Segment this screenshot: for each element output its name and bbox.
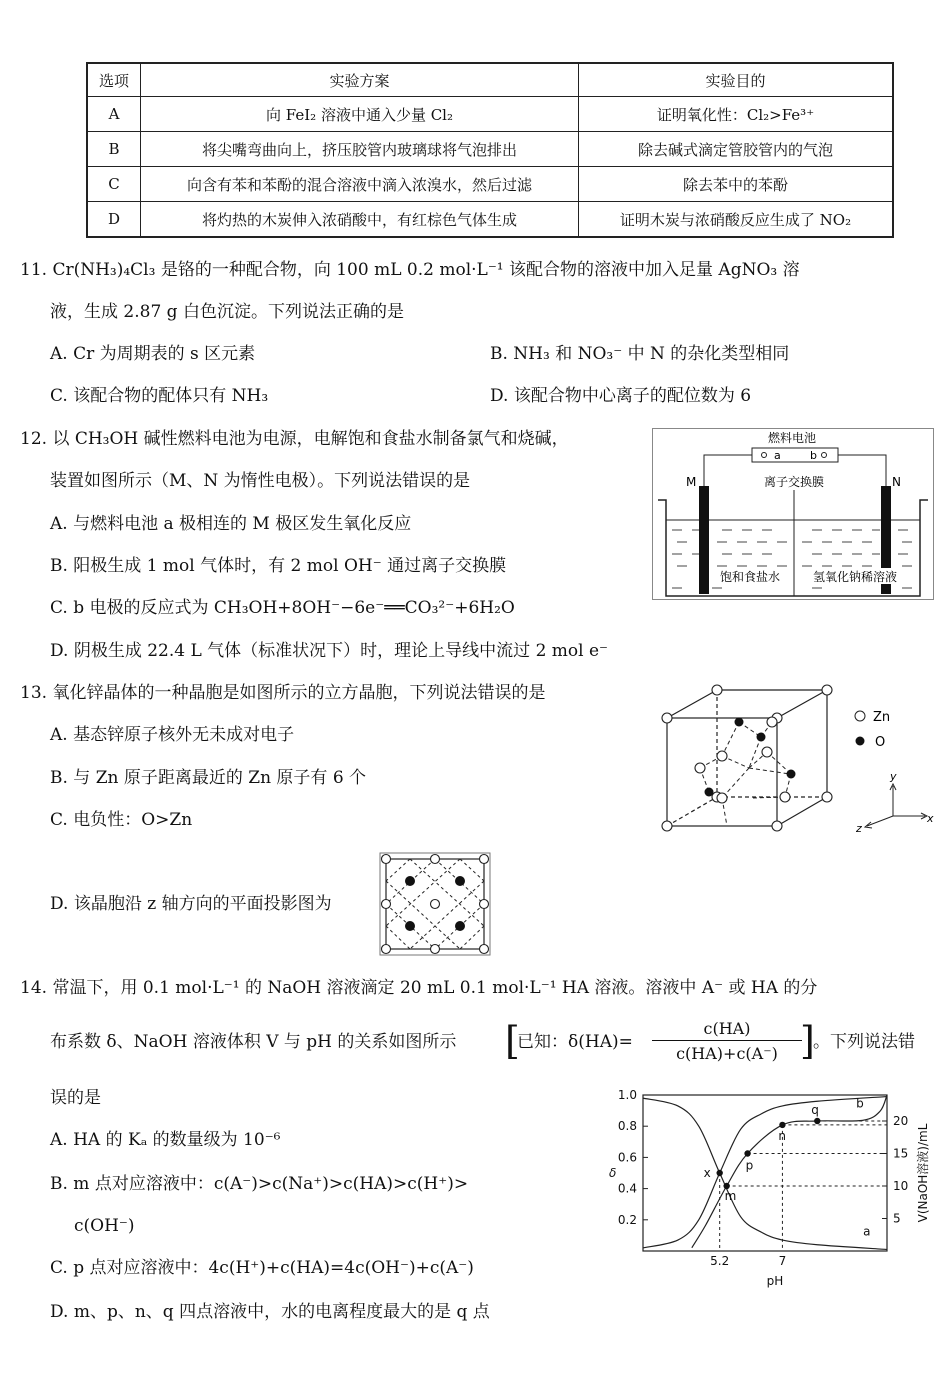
q12-option-c: C. b 电极的反应式为 CH₃OH+8OH⁻−6e⁻══CO₃²⁻+6H₂O (50, 598, 515, 618)
table-row (87, 202, 893, 238)
left-bracket: [ (505, 1019, 520, 1063)
table-row (87, 167, 893, 202)
electrode-n-label: N (892, 475, 901, 489)
table-header-cell: 实验目的 (579, 63, 894, 97)
electrode-m-label: M (686, 475, 697, 489)
point-label-q: q (811, 1103, 819, 1117)
q12-option-b: B. 阳极生成 1 mol 气体时，有 2 mol OH⁻ 通过离子交换膜 (50, 556, 507, 576)
q13-option-d: D. 该晶胞沿 z 轴方向的平面投影图为 (50, 894, 332, 914)
plot-area (643, 1095, 887, 1251)
y-tick-label: 0.2 (617, 1212, 637, 1227)
x-axis-label: x (927, 812, 934, 825)
axes-icon (865, 784, 927, 828)
table-cell: A (87, 97, 141, 132)
electrode-m (699, 486, 709, 594)
q11-option-d: D. 该配合物中心离子的配位数为 6 (490, 386, 752, 406)
q14-option-a: A. HA 的 Kₐ 的数量级为 10⁻⁶ (50, 1130, 281, 1150)
y2-tick-label: 10 (893, 1179, 909, 1193)
point-p (744, 1150, 750, 1156)
q14-option-b-line1: B. m 点对应溶液中：c(A⁻)>c(Na⁺)>c(HA)>c(H⁺)> (50, 1174, 469, 1194)
electrode-b-label: b (810, 449, 817, 462)
chart-series (643, 1096, 887, 1249)
q12-stem-line2: 装置如图所示（M、N 为惰性电极）。下列说法错误的是 (50, 471, 471, 491)
zn-legend-icon (855, 711, 865, 721)
q14-stem-line3: 误的是 (50, 1088, 101, 1108)
table-cell: 向 FeI₂ 溶液中通入少量 Cl₂ (141, 97, 579, 132)
y2-tick-label: 20 (893, 1114, 909, 1128)
point-label-p: p (745, 1158, 754, 1173)
q14-option-c: C. p 点对应溶液中：4c(H⁺)+c(HA)=4c(OH⁻)+c(A⁻) (50, 1258, 474, 1278)
table-cell: 向含有苯和苯酚的混合溶液中滴入浓溴水，然后过滤 (141, 167, 579, 202)
y2-tick-label: 15 (893, 1146, 909, 1161)
q13-stem-line1: 13. 氧化锌晶体的一种晶胞是如图所示的立方晶胞，下列说法错误的是 (20, 683, 546, 703)
q13-option-b: B. 与 Zn 原子距离最近的 Zn 原子有 6 个 (50, 768, 367, 788)
y-axis-title: δ (609, 1166, 617, 1180)
electrolysis-diagram (652, 428, 934, 600)
q13-option-c: C. 电负性：O>Zn (50, 810, 193, 830)
point-n (779, 1122, 785, 1128)
series-line-b (643, 1097, 887, 1248)
q14-stem-line2b: 。下列说法错 (813, 1032, 915, 1052)
chart-ticks (609, 1088, 930, 1288)
titration-chart (595, 1085, 940, 1295)
given-numerator: c(HA) (652, 1018, 802, 1041)
table-cell: 除去苯中的苯酚 (579, 167, 894, 202)
zn-legend-label: Zn (873, 710, 891, 725)
q14-option-b-line2: c(OH⁻) (74, 1216, 135, 1236)
chart-frame (643, 1095, 887, 1251)
table-cell: 证明木炭与浓硝酸反应生成了 NO₂ (579, 202, 894, 238)
battery-label: 燃料电池 (767, 431, 817, 445)
electrode-a-label: a (774, 449, 781, 462)
point-x (716, 1170, 722, 1176)
y-tick-label: 0.8 (617, 1119, 637, 1134)
q12-stem-line1: 12. 以 CH₃OH 碱性燃料电池为电源，电解饱和食盐水制备氯气和烧碱， (20, 429, 569, 449)
x-axis-title: pH (766, 1274, 784, 1288)
table-cell: 证明氧化性：Cl₂>Fe³⁺ (579, 97, 894, 132)
zno-unit-cell-diagram (655, 680, 937, 835)
table-cell: 将灼热的木炭伸入浓硝酸中，有红棕色气体生成 (141, 202, 579, 238)
projection-zn-atoms (382, 855, 489, 954)
q14-stem-line1: 14. 常温下，用 0.1 mol·L⁻¹ 的 NaOH 溶液滴定 20 mL 0.1 mol·L⁻¹ HA 溶液。溶液中 A⁻ 或 HA 的分 (20, 978, 818, 998)
membrane-label: 离子交换膜 (763, 475, 825, 489)
right-bracket: ] (800, 1019, 815, 1063)
given-prefix: 已知：δ(HA)= (517, 1032, 633, 1052)
options-table (86, 62, 894, 238)
z-projection-diagram (379, 852, 491, 956)
table-header-cell: 选项 (87, 63, 141, 97)
q12-option-d: D. 阴极生成 22.4 L 气体（标准状况下）时，理论上导线中流过 2 mol e⁻ (50, 641, 609, 661)
y-tick-label: 0.4 (617, 1181, 637, 1196)
q11-option-c: C. 该配合物的配体只有 NH₃ (50, 386, 269, 406)
y2-axis-title: V(NaOH溶液)/mL (916, 1123, 930, 1223)
table-cell: B (87, 132, 141, 167)
y2-tick-label: 5 (893, 1211, 901, 1226)
chart-guides (720, 1121, 887, 1251)
q11-option-a: A. Cr 为周期表的 s 区元素 (50, 344, 256, 364)
x-tick-label: 5.2 (710, 1254, 730, 1268)
series-label-b: b (856, 1096, 864, 1111)
table-header-row (87, 63, 893, 97)
point-label-n: n (778, 1128, 787, 1143)
o-legend-label: O (875, 735, 886, 750)
point-q (814, 1118, 820, 1124)
table-row (87, 97, 893, 132)
table-cell: 将尖嘴弯曲向上，挤压胶管内玻璃球将气泡排出 (141, 132, 579, 167)
o-legend-icon (856, 737, 865, 746)
y-tick-label: 1.0 (617, 1088, 637, 1102)
given-denominator: c(HA)+c(A⁻) (676, 1044, 778, 1063)
q11-stem-line2: 液，生成 2.87 g 白色沉淀。下列说法正确的是 (50, 302, 404, 322)
y-tick-label: 0.6 (617, 1150, 637, 1165)
right-solution-label: 氢氧化钠稀溶液 (812, 570, 898, 584)
point-label-x: x (703, 1166, 711, 1180)
q14-stem-line2a: 布系数 δ、NaOH 溶液体积 V 与 pH 的关系如图所示 (50, 1032, 457, 1052)
table-header-cell: 实验方案 (141, 63, 579, 97)
q13-option-a: A. 基态锌原子核外无未成对电子 (50, 725, 295, 745)
left-solution-label: 饱和食盐水 (719, 570, 781, 584)
table-cell: C (87, 167, 141, 202)
y-axis-label: y (890, 770, 897, 783)
q14-option-d: D. m、p、n、q 四点溶液中，水的电离程度最大的是 q 点 (50, 1302, 490, 1322)
series-label-a: a (863, 1224, 871, 1239)
table-cell: D (87, 202, 141, 238)
q11-option-b: B. NH₃ 和 NO₃⁻ 中 N 的杂化类型相同 (490, 344, 790, 364)
z-axis-label: z (856, 822, 862, 835)
q12-option-a: A. 与燃料电池 a 极相连的 M 极区发生氧化反应 (50, 514, 412, 534)
x-tick-label: 7 (778, 1254, 787, 1268)
point-label-m: m (724, 1189, 737, 1203)
q11-stem-line1: 11. Cr(NH₃)₄Cl₃ 是铬的一种配合物，向 100 mL 0.2 mol·L⁻¹ 该配合物的溶液中加入足量 AgNO₃ 溶 (20, 260, 800, 280)
table-cell: 除去碱式滴定管胶管内的气泡 (579, 132, 894, 167)
table-row (87, 132, 893, 167)
